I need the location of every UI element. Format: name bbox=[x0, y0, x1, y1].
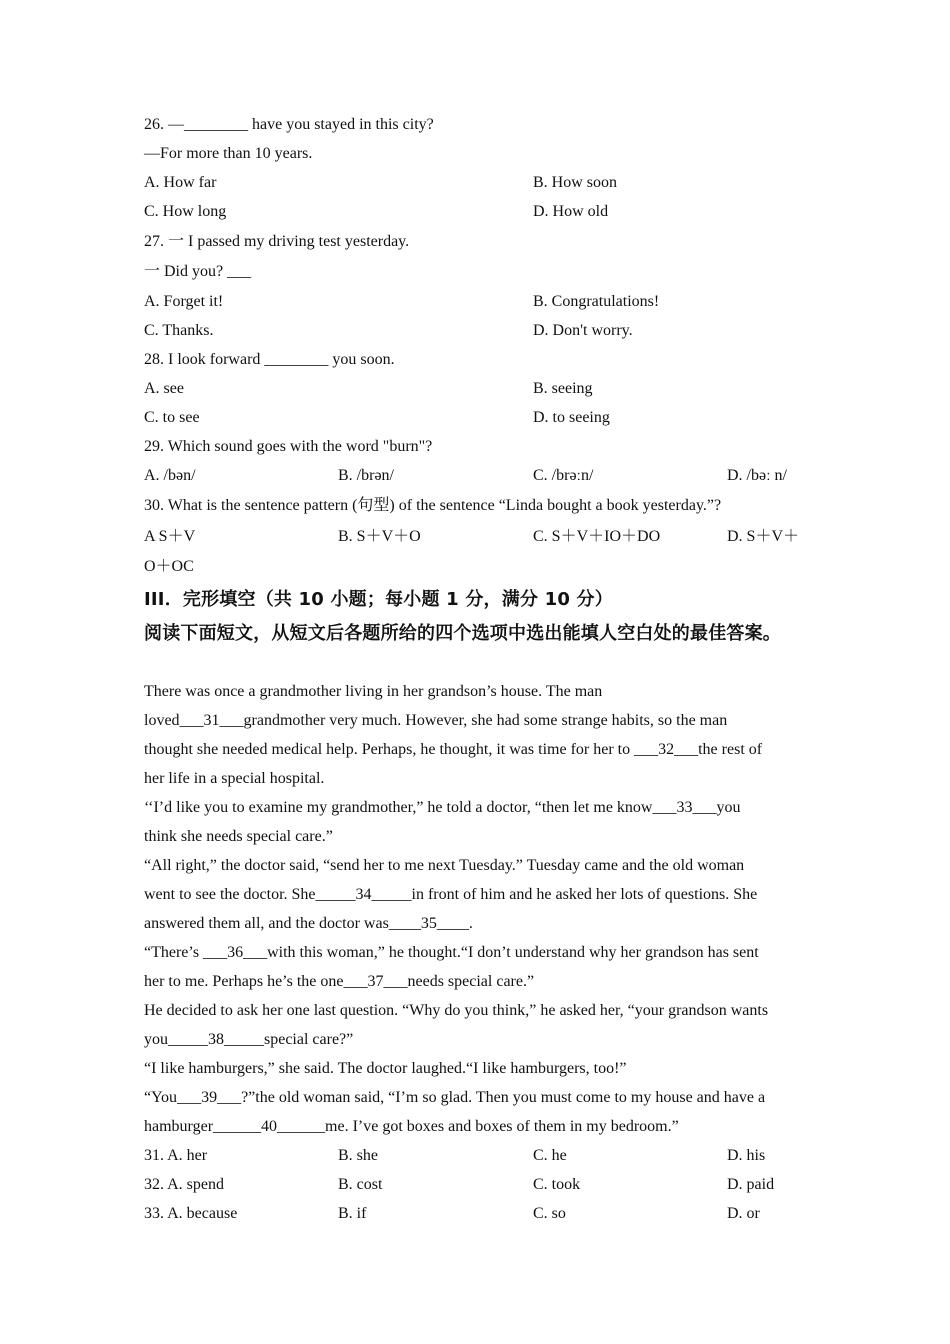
option-b: B. S＋V＋O bbox=[338, 528, 421, 545]
passage-text: loved bbox=[144, 712, 180, 729]
question-30-stem: 30. What is the sentence pattern (句型) of the sentence “Linda bought a book yesterday.”? bbox=[144, 497, 722, 514]
passage-text: you bbox=[144, 1031, 168, 1048]
section-instruction: 阅读下面短文，从短文后各题所给的四个选项中选出能填人空白处的最佳答案。 bbox=[144, 623, 781, 644]
blank-37: ___37___ bbox=[343, 973, 408, 990]
option-b: B. if bbox=[338, 1205, 367, 1222]
question-26-reply: —For more than 10 years. bbox=[144, 145, 313, 162]
option-c: C. he bbox=[533, 1147, 567, 1164]
blank-32: ___32___ bbox=[634, 741, 699, 758]
passage-line bbox=[144, 914, 473, 934]
passage-line bbox=[144, 943, 759, 963]
passage-text: with this woman,” he thought.“I don’t understand why her grandson has sent bbox=[267, 944, 759, 961]
option-d: D. How old bbox=[533, 203, 609, 220]
option-a: 31. A. her bbox=[144, 1147, 208, 1164]
option-a: A. Forget it! bbox=[144, 293, 224, 310]
blank-36: ___36___ bbox=[203, 944, 268, 961]
section-title: III．完形填空（共 10 小题；每小题 1 分，满分 10 分） bbox=[144, 589, 613, 610]
option-c: C. How long bbox=[144, 203, 227, 220]
option-c: C. to see bbox=[144, 409, 200, 426]
passage-text: thought she needed medical help. Perhaps, he thought, it was time for her to bbox=[144, 741, 635, 758]
option-d: D. Don't worry. bbox=[533, 322, 633, 339]
passage-text: answered them all, and the doctor was bbox=[144, 915, 389, 932]
blank-34: _____34_____ bbox=[315, 886, 412, 903]
passage-text: “There’s bbox=[144, 944, 204, 961]
passage-line bbox=[144, 1030, 353, 1050]
option-b: B. cost bbox=[338, 1176, 383, 1193]
option-a: 33. A. because bbox=[144, 1205, 238, 1222]
passage-line: think she needs special care.” bbox=[144, 828, 333, 845]
option-d: D. to seeing bbox=[533, 409, 610, 426]
passage-line bbox=[144, 740, 762, 760]
blank-31: ___31___ bbox=[179, 712, 244, 729]
option-a: 32. A. spend bbox=[144, 1176, 224, 1193]
option-d-wrap: O＋OC bbox=[144, 558, 194, 575]
option-b: B. How soon bbox=[533, 174, 618, 191]
passage-text: “You bbox=[144, 1089, 178, 1106]
option-c: C. so bbox=[533, 1205, 566, 1222]
question-28-stem: 28. I look forward ________ you soon. bbox=[144, 351, 395, 368]
option-c: C. Thanks. bbox=[144, 322, 214, 339]
option-a: A. see bbox=[144, 380, 184, 397]
option-c: C. /brəːn/ bbox=[533, 467, 594, 484]
passage-text: in front of him and he asked her lots of questions. She bbox=[411, 886, 758, 903]
blank-39: ___39___ bbox=[177, 1089, 242, 1106]
passage-text: the rest of bbox=[698, 741, 763, 758]
passage-text: you bbox=[716, 799, 741, 816]
passage-line: “I like hamburgers,” she said. The doctor laughed.“I like hamburgers, too!” bbox=[144, 1060, 627, 1077]
passage-text: . bbox=[468, 915, 473, 932]
option-b: B. /brən/ bbox=[338, 467, 394, 484]
passage-text: hamburger bbox=[144, 1118, 214, 1135]
passage-text: needs special care.” bbox=[407, 973, 535, 990]
passage-line bbox=[144, 885, 757, 905]
option-c: C. took bbox=[533, 1176, 581, 1193]
option-c: C. S＋V＋IO＋DO bbox=[533, 528, 661, 545]
passage-text: ?”the old woman said, “I’m so glad. Then you must come to my house and have a bbox=[241, 1089, 766, 1106]
passage-text: ‘‘I’d like you to examine my grandmother,” he told a doctor, “then let me know bbox=[144, 799, 653, 816]
passage-line: her life in a special hospital. bbox=[144, 770, 325, 787]
passage-line: He decided to ask her one last question. “Why do you think,” he asked her, “your grandson wants bbox=[144, 1002, 769, 1019]
option-d: D. S＋V＋ bbox=[727, 528, 800, 545]
blank-40: ______40______ bbox=[213, 1118, 326, 1135]
blank-33: ___33___ bbox=[652, 799, 717, 816]
question-27-reply: 一 Did you? ___ bbox=[144, 263, 252, 280]
option-a: A. How far bbox=[144, 174, 217, 191]
blank-38: _____38_____ bbox=[168, 1031, 264, 1048]
passage-text: me. I’ve got boxes and boxes of them in my bedroom.” bbox=[325, 1118, 679, 1135]
option-b: B. she bbox=[338, 1147, 378, 1164]
question-29-stem: 29. Which sound goes with the word "burn"? bbox=[144, 438, 433, 455]
passage-line bbox=[144, 1117, 679, 1137]
option-a: A S＋V bbox=[144, 528, 196, 545]
option-d: D. /bəː n/ bbox=[727, 467, 787, 484]
option-a: A. /bən/ bbox=[144, 467, 196, 484]
passage-line: “All right,” the doctor said, “send her to me next Tuesday.” Tuesday came and the old woman bbox=[144, 857, 745, 874]
passage-text: her to me. Perhaps he’s the one bbox=[144, 973, 344, 990]
passage-text: went to see the doctor. She bbox=[144, 886, 316, 903]
question-26-stem: 26. —________ have you stayed in this city? bbox=[144, 116, 434, 133]
blank-35: ____35____ bbox=[388, 915, 469, 932]
question-27-stem: 27. 一 I passed my driving test yesterday. bbox=[144, 233, 410, 250]
option-d: D. paid bbox=[727, 1176, 775, 1193]
option-d: D. his bbox=[727, 1147, 766, 1164]
passage-text: grandmother very much. However, she had some strange habits, so the man bbox=[243, 712, 728, 729]
option-b: B. seeing bbox=[533, 380, 593, 397]
passage-line: There was once a grandmother living in her grandson’s house. The man bbox=[144, 683, 603, 700]
passage-text: special care?” bbox=[264, 1031, 354, 1048]
passage-line bbox=[144, 1088, 765, 1108]
passage-line bbox=[144, 798, 740, 818]
passage-line bbox=[144, 711, 727, 731]
option-b: B. Congratulations! bbox=[533, 293, 660, 310]
option-d: D. or bbox=[727, 1205, 760, 1222]
passage-line bbox=[144, 972, 534, 992]
